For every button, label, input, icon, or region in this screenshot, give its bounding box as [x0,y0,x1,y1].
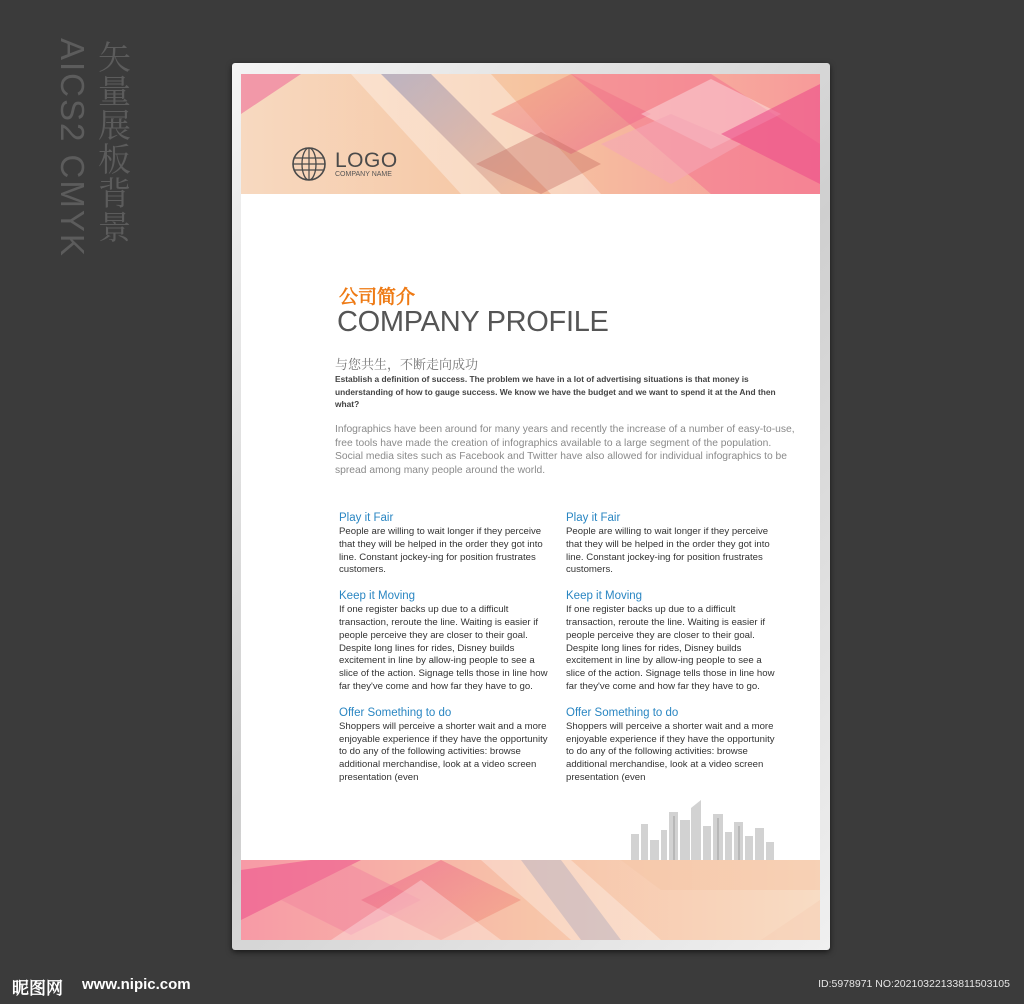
logo-main-text: LOGO [335,148,398,172]
section-title: Offer Something to do [339,706,452,719]
title-en: COMPANY PROFILE [337,306,609,338]
slogan: 与您共生，不断走向成功 [335,358,479,373]
side-caption-cn: 矢量展板背景 [93,40,132,244]
section-body: If one register backs up due to a difficult transaction, reroute the line. Waiting is easier if people perceive they are closer to their goal. Despite long lines for rides, Disney builds excitement in line by allow-ing people to see a slice of the action. Signage tells those in line how far they've come and how far they have to go. [339,604,548,692]
section-body: People are willing to wait longer if they perceive that they will be helped in the order they got into line. Constant jockey-ing for position frustrates customers. [566,526,770,576]
right-column [566,511,781,797]
section [339,511,554,577]
section [566,589,781,694]
intro-paragraph: Infographics have been around for many years and recently the increase of a number of easy-to-use, free tools have made the creation of infographics available to a large segment of the population. Social media sites such as Facebook and Twitter have also allowed for individual infographics to be spread among many people around the world. [335,424,795,476]
section [339,706,554,785]
site-logo: 昵图网 [12,979,63,999]
section-body: If one register backs up due to a difficult transaction, reroute the line. Waiting is easier if people perceive they are closer to their goal. Despite long lines for rides, Disney builds excitement in line by allow-ing people to see a slice of the action. Signage tells those in line how far they've come and how far they have to go. [566,604,775,692]
globe-icon [291,146,327,182]
left-column [339,511,554,797]
section [339,589,554,694]
section [566,511,781,577]
section-title: Play it Fair [566,512,621,524]
section-title: Play it Fair [339,512,394,524]
image-id-text: ID:5978971 NO:20210322133811503105 [818,978,1010,990]
city-skyline-icon [627,800,777,862]
poster [241,74,820,940]
section-body: Shoppers will perceive a shorter wait and a more enjoyable experience if they have the opportunity to do any of the following activities: browse additional merchandise, look at a video screen presentation (even [566,720,775,783]
section-body: Shoppers will perceive a shorter wait and a more enjoyable experience if they have the opportunity to do any of the following activities: browse additional merchandise, look at a video screen presentation (even [339,720,548,783]
title-cn: 公司简介 [339,286,416,308]
section-title: Keep it Moving [566,590,643,603]
side-caption-en: AICS2 CMYK [54,38,91,258]
bottom-geometric-band [241,860,820,940]
section [566,706,781,785]
section-title: Keep it Moving [339,590,416,603]
logo [291,146,398,182]
section-title: Offer Something to do [566,706,679,719]
section-body: People are willing to wait longer if they perceive that they will be helped in the order they got into line. Constant jockey-ing for position frustrates customers. [339,526,543,576]
site-url[interactable]: www.nipic.com [82,976,191,993]
intro-bold-paragraph: Establish a definition of success. The problem we have in a lot of advertising situations is that money is understanding of how to gauge success. We know we have the budget and we want to spend it at the And then what? [335,374,776,409]
logo-sub-text: COMPANY NAME [335,170,392,178]
